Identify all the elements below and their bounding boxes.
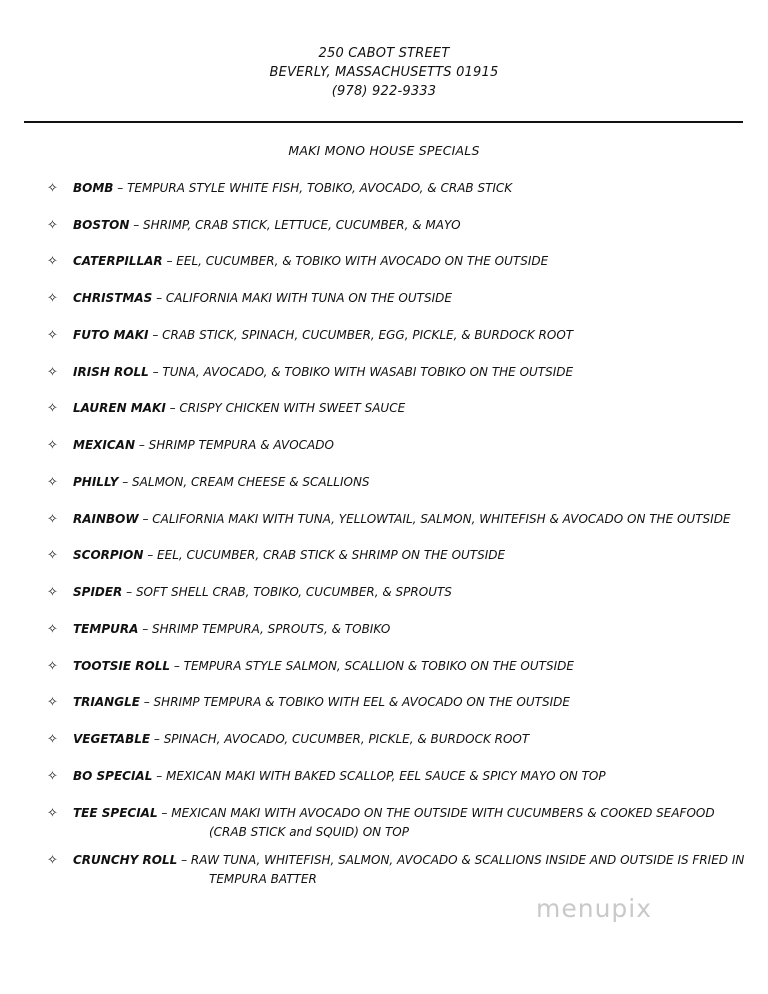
menu-item-name: PHILLY [73, 475, 119, 489]
star-bullet-icon: ✧ [47, 853, 58, 868]
menupix-watermark: menupix [536, 894, 653, 923]
menu-item-text [73, 399, 405, 418]
menu-item-description: – CALIFORNIA MAKI WITH TUNA ON THE OUTSIDE [152, 291, 452, 305]
menu-item-name: BOSTON [73, 218, 130, 232]
menu-item-name: TRIANGLE [73, 695, 140, 709]
star-bullet-icon: ✧ [47, 254, 58, 269]
menu-item-name: SCORPION [73, 548, 144, 562]
menu-item-name: SPIDER [73, 585, 123, 599]
menu-item-text [73, 730, 529, 749]
menu-item-description: – SOFT SHELL CRAB, TOBIKO, CUCUMBER, & SPROUTS [122, 585, 452, 599]
restaurant-address-block [0, 44, 768, 101]
section-title: MAKI MONO HOUSE SPECIALS [288, 143, 480, 158]
star-bullet-icon: ✧ [47, 732, 58, 747]
phone-number: (978) 922-9333 [331, 84, 437, 99]
star-bullet-icon: ✧ [47, 438, 58, 453]
menu-item-text [73, 851, 744, 870]
menu-item-description: – SHRIMP TEMPURA & AVOCADO [135, 438, 334, 452]
menu-item-name: FUTO MAKI [73, 328, 149, 342]
menu-item-text [73, 546, 505, 565]
menu-item-description: – EEL, CUCUMBER, CRAB STICK & SHRIMP ON THE OUTSIDE [143, 548, 506, 562]
menu-item-name: BOMB [73, 181, 114, 195]
menu-item-description-continued: TEMPURA BATTER [209, 872, 317, 886]
star-bullet-icon: ✧ [47, 218, 58, 233]
menu-item-text [73, 693, 570, 712]
star-bullet-icon: ✧ [47, 512, 58, 527]
menu-item-name: RAINBOW [73, 512, 139, 526]
menu-item-text [73, 510, 731, 529]
menu-item-description: – TUNA, AVOCADO, & TOBIKO WITH WASABI TOBIKO ON THE OUTSIDE [148, 365, 574, 379]
menu-item-description: – SHRIMP TEMPURA & TOBIKO WITH EEL & AVOCADO ON THE OUTSIDE [139, 695, 570, 709]
menu-item-text [73, 767, 606, 786]
menu-item-description: – SHRIMP TEMPURA, SPROUTS, & TOBIKO [138, 622, 391, 636]
menu-item-name: LAUREN MAKI [73, 401, 166, 415]
menu-item-text [73, 252, 548, 271]
star-bullet-icon: ✧ [47, 769, 58, 784]
menu-item-name: BO SPECIAL [73, 769, 153, 783]
star-bullet-icon: ✧ [47, 585, 58, 600]
street-address: 250 CABOT STREET [318, 46, 450, 61]
menu-item-description: – SPINACH, AVOCADO, CUCUMBER, PICKLE, & BURDOCK ROOT [150, 732, 530, 746]
menu-item-name: MEXICAN [73, 438, 135, 452]
menu-item-text [73, 583, 452, 602]
menu-item-text [73, 363, 573, 382]
menu-item-description: – RAW TUNA, WHITEFISH, SALMON, AVOCADO & SCALLIONS INSIDE AND OUTSIDE IS FRIED IN [177, 853, 745, 867]
menu-item-text [73, 216, 461, 235]
menu-item-name: IRISH ROLL [73, 365, 149, 379]
star-bullet-icon: ✧ [47, 401, 58, 416]
menu-item-description: – CALIFORNIA MAKI WITH TUNA, YELLOWTAIL, SALMON, WHITEFISH & AVOCADO ON THE OUTSIDE [138, 512, 731, 526]
menu-item-text [73, 179, 512, 198]
menu-item-description: – EEL, CUCUMBER, & TOBIKO WITH AVOCADO ON THE OUTSIDE [162, 254, 549, 268]
menu-item-description: – CRAB STICK, SPINACH, CUCUMBER, EGG, PICKLE, & BURDOCK ROOT [148, 328, 574, 342]
menu-item-name: CHRISTMAS [73, 291, 153, 305]
star-bullet-icon: ✧ [47, 475, 58, 490]
menu-item-description: – TEMPURA STYLE WHITE FISH, TOBIKO, AVOCADO, & CRAB STICK [113, 181, 513, 195]
menu-item-name: VEGETABLE [73, 732, 151, 746]
star-bullet-icon: ✧ [47, 328, 58, 343]
menu-item-description-continued: (CRAB STICK and SQUID) ON TOP [209, 825, 409, 839]
menu-item-description: – MEXICAN MAKI WITH BAKED SCALLOP, EEL SAUCE & SPICY MAYO ON TOP [152, 769, 606, 783]
star-bullet-icon: ✧ [47, 291, 58, 306]
menu-item-description: – CRISPY CHICKEN WITH SWEET SAUCE [165, 401, 406, 415]
menu-item-description: – TEMPURA STYLE SALMON, SCALLION & TOBIKO ON THE OUTSIDE [170, 659, 574, 673]
star-bullet-icon: ✧ [47, 806, 58, 821]
star-bullet-icon: ✧ [47, 695, 58, 710]
star-bullet-icon: ✧ [47, 365, 58, 380]
menu-item-text [73, 473, 370, 492]
menu-item-description: – SALMON, CREAM CHEESE & SCALLIONS [118, 475, 370, 489]
menu-item-name: TEMPURA [73, 622, 139, 636]
star-bullet-icon: ✧ [47, 181, 58, 196]
menu-item-text [73, 657, 574, 676]
menu-item-text [73, 436, 334, 455]
menu-item-description: – MEXICAN MAKI WITH AVOCADO ON THE OUTSIDE WITH CUCUMBERS & COOKED SEAFOOD [157, 806, 715, 820]
star-bullet-icon: ✧ [47, 548, 58, 563]
menu-item-name: CATERPILLAR [73, 254, 163, 268]
star-bullet-icon: ✧ [47, 659, 58, 674]
menu-item-text [73, 289, 452, 308]
menu-item-text [73, 620, 390, 639]
menu-item-name: TEE SPECIAL [73, 806, 158, 820]
menu-item-name: TOOTSIE ROLL [73, 659, 170, 673]
menu-item-description: – SHRIMP, CRAB STICK, LETTUCE, CUCUMBER, & MAYO [129, 218, 461, 232]
menu-item-text [73, 804, 715, 823]
header-divider [24, 121, 743, 123]
menu-item-name: CRUNCHY ROLL [73, 853, 178, 867]
menu-item-text [73, 326, 573, 345]
city-state-zip: BEVERLY, MASSACHUSETTS 01915 [269, 65, 499, 80]
star-bullet-icon: ✧ [47, 622, 58, 637]
